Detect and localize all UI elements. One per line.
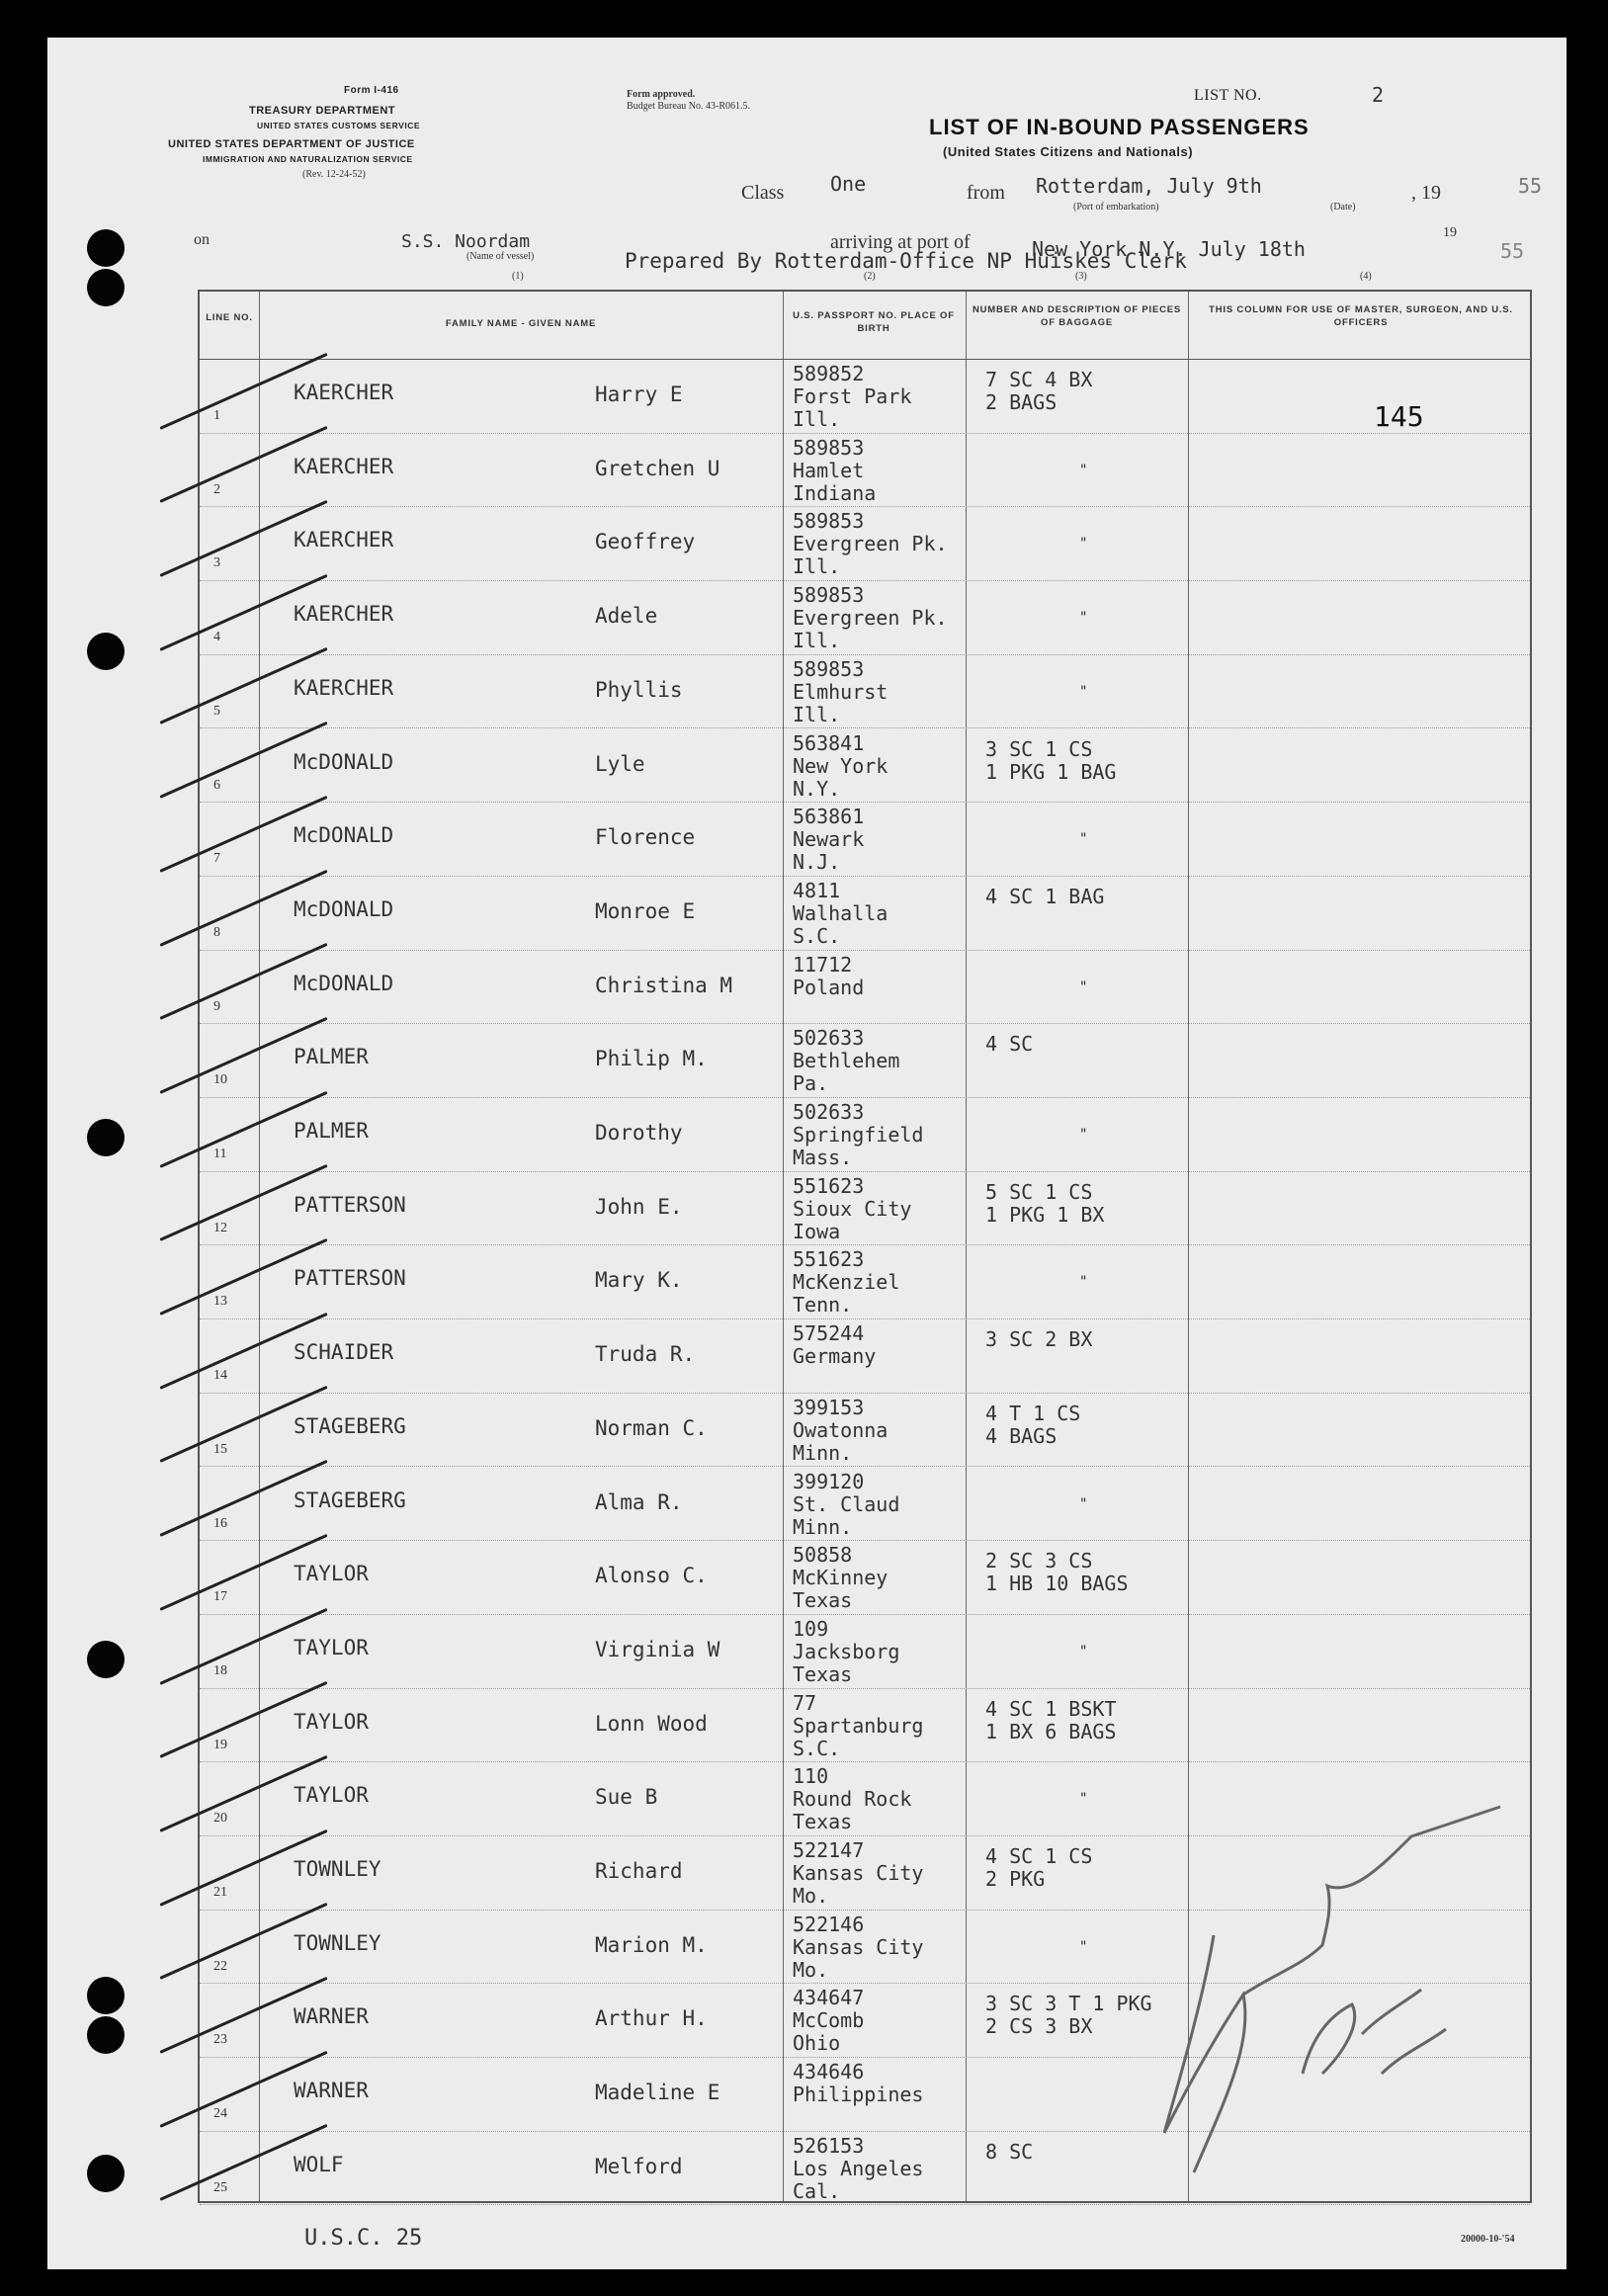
- table-row: [200, 580, 1530, 654]
- table-header: [200, 292, 1530, 360]
- given-name: Florence: [595, 825, 696, 850]
- family-name: PATTERSON: [294, 1266, 406, 1291]
- num-2: (2): [864, 271, 876, 282]
- family-name: WARNER: [294, 2079, 369, 2103]
- year2-value: 55: [1500, 239, 1525, 263]
- family-name: TOWNLEY: [294, 1857, 381, 1881]
- family-name: KAERCHER: [294, 528, 394, 553]
- place-of-birth-2: Ill.: [793, 702, 841, 726]
- footer-right: 20000-10-'54: [1461, 2234, 1515, 2245]
- ditto-mark: ": [1079, 1127, 1088, 1143]
- family-name: TAYLOR: [294, 1635, 369, 1659]
- ditto-mark: ": [1079, 536, 1088, 553]
- line-number: 10: [213, 1072, 227, 1088]
- col-baggage: NUMBER AND DESCRIPTION OF PIECES OF BAGGAGE: [972, 304, 1182, 328]
- table-row: [200, 1540, 1530, 1614]
- table-row: [200, 506, 1530, 580]
- baggage-line-1: 4 SC 1 BAG: [985, 884, 1105, 908]
- passport-number: 551623: [793, 1173, 865, 1198]
- family-name: McDONALD: [294, 749, 394, 774]
- line-number: 15: [213, 1441, 227, 1457]
- place-of-birth: Owatonna: [793, 1417, 889, 1442]
- baggage-line-2: 2 PKG: [985, 1867, 1046, 1891]
- form-number: Form I-416: [344, 85, 399, 96]
- passport-number: 522146: [793, 1912, 865, 1936]
- place-of-birth: Bethlehem: [793, 1049, 900, 1073]
- customs-service: UNITED STATES CUSTOMS SERVICE: [257, 121, 421, 130]
- baggage-line-1: 4 T 1 CS: [985, 1401, 1081, 1425]
- table-row: [200, 1244, 1530, 1318]
- ditto-mark: ": [1079, 1274, 1088, 1291]
- family-name: WOLF: [294, 2152, 344, 2176]
- ditto-mark: ": [1079, 978, 1088, 995]
- passport-number: 399153: [793, 1395, 865, 1419]
- family-name: McDONALD: [294, 823, 394, 848]
- family-name: KAERCHER: [294, 454, 394, 478]
- place-of-birth: McKenziel: [793, 1270, 900, 1295]
- num-1: (1): [512, 271, 524, 282]
- place-of-birth: Spartanburg: [793, 1713, 924, 1738]
- place-of-birth: St. Claud: [793, 1491, 900, 1516]
- place-of-birth-2: Texas: [793, 1810, 853, 1834]
- given-name: Alma R.: [595, 1489, 683, 1514]
- document-subtitle: (United States Citizens and Nationals): [943, 144, 1194, 159]
- line-number: 13: [213, 1294, 227, 1310]
- date-caption: (Date): [1330, 202, 1356, 213]
- from-value: Rotterdam, July 9th: [1036, 174, 1262, 198]
- baggage-line-2: 1 BX 6 BAGS: [985, 1719, 1117, 1743]
- place-of-birth: McComb: [793, 2008, 865, 2033]
- list-no-label: LIST NO.: [1194, 87, 1262, 104]
- place-of-birth: Kansas City: [793, 1934, 924, 1959]
- baggage-line-1: 4 SC 1 BSKT: [985, 1696, 1117, 1721]
- punch-hole: [87, 633, 125, 670]
- family-name: TAYLOR: [294, 1709, 369, 1734]
- given-name: Norman C.: [595, 1415, 708, 1440]
- baggage-line-1: 2 SC 3 CS: [985, 1549, 1093, 1573]
- place-of-birth-2: Ill.: [793, 407, 841, 431]
- num-3: (3): [1075, 271, 1087, 282]
- passport-number: 50858: [793, 1543, 853, 1568]
- punch-hole: [87, 1641, 125, 1678]
- passport-number: 575244: [793, 1321, 865, 1346]
- place-of-birth: Evergreen Pk.: [793, 532, 948, 556]
- passport-number: 399120: [793, 1469, 865, 1493]
- line-number: 17: [213, 1589, 227, 1605]
- place-of-birth-2: S.C.: [793, 923, 841, 948]
- line-number: 11: [213, 1147, 227, 1161]
- form-approved: Form approved.: [627, 89, 696, 100]
- place-of-birth-2: Iowa: [793, 1219, 841, 1243]
- baggage-line-2: 1 PKG 1 BX: [985, 1202, 1105, 1227]
- punch-hole: [87, 1119, 125, 1156]
- footer-left: U.S.C. 25: [304, 2226, 423, 2251]
- place-of-birth-2: Minn.: [793, 1440, 853, 1465]
- place-of-birth-2: Ill.: [793, 629, 841, 653]
- document-title: LIST OF IN-BOUND PASSENGERS: [929, 115, 1310, 139]
- line-number: 25: [213, 2179, 227, 2195]
- place-of-birth: Los Angeles: [793, 2156, 924, 2180]
- place-of-birth: Newark: [793, 827, 865, 852]
- table-row: [200, 1171, 1530, 1245]
- passport-number: 563861: [793, 805, 865, 829]
- class-label: Class: [741, 182, 785, 204]
- place-of-birth: Round Rock: [793, 1787, 912, 1812]
- passport-number: 589852: [793, 362, 865, 385]
- table-row: [200, 1097, 1530, 1171]
- baggage-line-2: 1 PKG 1 BAG: [985, 759, 1117, 784]
- passport-number: 589853: [793, 656, 865, 681]
- table-row: [200, 1023, 1530, 1097]
- line-number: 23: [213, 2032, 227, 2048]
- given-name: Phyllis: [595, 677, 683, 702]
- place-of-birth: Philippines: [793, 2083, 924, 2107]
- given-name: Dorothy: [595, 1121, 683, 1145]
- given-name: Monroe E: [595, 898, 696, 923]
- place-of-birth-2: Mo.: [793, 1957, 829, 1982]
- col-passport: U.S. PASSPORT NO. PLACE OF BIRTH: [793, 310, 955, 334]
- treasury-dept: TREASURY DEPARTMENT: [249, 105, 396, 117]
- line-number: 21: [213, 1885, 227, 1900]
- baggage-line-2: 2 BAGS: [985, 390, 1058, 414]
- ditto-mark: ": [1079, 1791, 1088, 1808]
- passport-number: 502633: [793, 1026, 865, 1051]
- passport-number: 526153: [793, 2133, 865, 2158]
- given-name: Truda R.: [595, 1342, 696, 1367]
- col-name: FAMILY NAME - GIVEN NAME: [445, 318, 597, 329]
- passport-number: 589853: [793, 435, 865, 460]
- given-name: Virginia W: [595, 1637, 720, 1661]
- place-of-birth: Evergreen Pk.: [793, 606, 948, 631]
- baggage-line-1: 5 SC 1 CS: [985, 1179, 1093, 1204]
- baggage-line-2: 4 BAGS: [985, 1423, 1058, 1448]
- given-name: Alonso C.: [595, 1564, 708, 1588]
- place-of-birth-2: N.J.: [793, 850, 841, 875]
- place-of-birth-2: Minn.: [793, 1514, 853, 1539]
- family-name: STAGEBERG: [294, 1413, 406, 1438]
- ditto-mark: ": [1079, 462, 1088, 478]
- given-name: Mary K.: [595, 1268, 683, 1293]
- table-row: [200, 728, 1530, 803]
- prepared-by: Prepared By Rotterdam-Office NP Huiskes Clerk: [625, 249, 1187, 273]
- officer-number: 145: [1374, 400, 1424, 433]
- place-of-birth-2: Ohio: [793, 2031, 841, 2056]
- passport-number: 434647: [793, 1986, 865, 2010]
- place-of-birth-2: Cal.: [793, 2178, 841, 2203]
- place-of-birth-2: S.C.: [793, 1736, 841, 1760]
- col-line-no: LINE NO.: [206, 312, 253, 323]
- line-number: 16: [213, 1515, 227, 1531]
- table-row: [200, 802, 1530, 876]
- baggage-line-1: 4 SC: [985, 1032, 1034, 1057]
- line-number: 5: [213, 703, 220, 719]
- given-name: Christina M: [595, 973, 733, 997]
- arrival-value: New York N.Y. July 18th: [1032, 237, 1306, 261]
- table-row: [200, 1688, 1530, 1762]
- handwritten-signature: [1154, 1777, 1530, 2192]
- family-name: KAERCHER: [294, 381, 394, 404]
- vessel-name: S.S. Noordam: [401, 231, 531, 252]
- place-of-birth: McKinney: [793, 1566, 889, 1590]
- place-of-birth-2: Pa.: [793, 1071, 829, 1096]
- place-of-birth-2: Texas: [793, 1588, 853, 1613]
- place-of-birth-2: Tenn.: [793, 1293, 853, 1318]
- baggage-line-1: 3 SC 1 CS: [985, 736, 1093, 761]
- family-name: KAERCHER: [294, 675, 394, 700]
- passport-number: 502633: [793, 1100, 865, 1124]
- table-row: [200, 1614, 1530, 1688]
- line-number: 4: [213, 630, 220, 645]
- passport-number: 563841: [793, 730, 865, 755]
- line-number: 19: [213, 1737, 227, 1752]
- given-name: Gretchen U: [595, 456, 720, 480]
- place-of-birth: Walhalla: [793, 900, 889, 925]
- document-page: [47, 38, 1566, 2269]
- family-name: PALMER: [294, 1045, 369, 1069]
- ins: IMMIGRATION AND NATURALIZATION SERVICE: [203, 154, 413, 164]
- year2-prefix: 19: [1443, 225, 1457, 240]
- place-of-birth: Forst Park: [793, 384, 912, 408]
- family-name: SCHAIDER: [294, 1340, 394, 1365]
- place-of-birth-2: Ill.: [793, 554, 841, 579]
- on-label: on: [194, 231, 210, 248]
- line-number: 6: [213, 777, 220, 793]
- num-4: (4): [1360, 271, 1372, 282]
- baggage-line-1: 8 SC: [985, 2139, 1034, 2164]
- passport-number: 109: [793, 1616, 829, 1641]
- given-name: Arthur H.: [595, 2006, 708, 2031]
- line-number: 18: [213, 1662, 227, 1678]
- given-name: Madeline E: [595, 2081, 720, 2105]
- line-number: 1: [213, 408, 220, 423]
- class-value: One: [830, 172, 867, 196]
- given-name: John E.: [595, 1194, 683, 1219]
- row-divider: [200, 2204, 1530, 2205]
- line-number: 3: [213, 555, 220, 571]
- line-number: 20: [213, 1811, 227, 1827]
- year-value: 55: [1518, 174, 1543, 198]
- ditto-mark: ": [1079, 683, 1088, 700]
- baggage-line-1: 4 SC 1 CS: [985, 1844, 1093, 1868]
- family-name: McDONALD: [294, 896, 394, 921]
- place-of-birth: Jacksborg: [793, 1639, 900, 1663]
- baggage-line-2: 2 CS 3 BX: [985, 2014, 1093, 2039]
- year-prefix: , 19: [1411, 182, 1441, 204]
- ditto-mark: ": [1079, 831, 1088, 848]
- line-number: 7: [213, 851, 220, 867]
- place-of-birth: Springfield: [793, 1123, 924, 1147]
- line-number: 9: [213, 998, 220, 1014]
- punch-hole: [87, 269, 125, 306]
- passport-number: 77: [793, 1690, 817, 1715]
- baggage-line-1: 3 SC 2 BX: [985, 1327, 1093, 1352]
- table-row: [200, 876, 1530, 950]
- ditto-mark: ": [1079, 1938, 1088, 1955]
- place-of-birth-2: N.Y.: [793, 776, 841, 801]
- passport-number: 589853: [793, 583, 865, 608]
- from-label: from: [967, 182, 1005, 204]
- place-of-birth-2: Indiana: [793, 480, 877, 505]
- passport-number: 4811: [793, 878, 841, 902]
- table-row: [200, 1393, 1530, 1467]
- place-of-birth-2: Mass.: [793, 1146, 853, 1169]
- place-of-birth-2: Mo.: [793, 1884, 829, 1908]
- family-name: TOWNLEY: [294, 1930, 381, 1955]
- justice-dept: UNITED STATES DEPARTMENT OF JUSTICE: [168, 138, 415, 150]
- ditto-mark: ": [1079, 610, 1088, 627]
- arriving-label: arriving at port of: [830, 231, 971, 253]
- given-name: Melford: [595, 2154, 683, 2178]
- passport-number: 11712: [793, 952, 853, 977]
- table-row: [200, 950, 1530, 1024]
- table-row: [200, 433, 1530, 507]
- passport-number: 551623: [793, 1247, 865, 1272]
- given-name: Lonn Wood: [595, 1711, 708, 1736]
- passport-number: 110: [793, 1764, 829, 1789]
- place-of-birth: Kansas City: [793, 1861, 924, 1885]
- punch-hole: [87, 1977, 125, 2014]
- line-number: 12: [213, 1220, 227, 1235]
- table-row: [200, 654, 1530, 728]
- budget-bureau: Budget Bureau No. 43-R061.5.: [627, 101, 750, 112]
- place-of-birth: Elmhurst: [793, 679, 889, 704]
- line-number: 8: [213, 924, 220, 940]
- revision: (Rev. 12-24-52): [302, 169, 366, 180]
- col-officers: THIS COLUMN FOR USE OF MASTER, SURGEON, AND U.S. OFFICERS: [1209, 304, 1513, 328]
- baggage-line-2: 1 HB 10 BAGS: [985, 1572, 1129, 1596]
- line-number: 14: [213, 1368, 227, 1384]
- punch-hole: [87, 2155, 125, 2192]
- port-caption: (Port of embarkation): [1073, 202, 1159, 213]
- table-row: [200, 359, 1530, 433]
- passport-number: 434646: [793, 2060, 865, 2084]
- family-name: PATTERSON: [294, 1192, 406, 1217]
- family-name: PALMER: [294, 1119, 369, 1143]
- given-name: Marion M.: [595, 1932, 708, 1957]
- given-name: Richard: [595, 1859, 683, 1883]
- given-name: Harry E: [595, 383, 683, 406]
- place-of-birth: Sioux City: [793, 1196, 912, 1221]
- given-name: Adele: [595, 604, 658, 629]
- given-name: Sue B: [595, 1785, 658, 1810]
- place-of-birth: Poland: [793, 975, 865, 999]
- place-of-birth: Hamlet: [793, 458, 865, 482]
- ditto-mark: ": [1079, 1495, 1088, 1512]
- list-no-value: 2: [1372, 83, 1385, 107]
- given-name: Geoffrey: [595, 530, 696, 554]
- line-number: 2: [213, 481, 220, 497]
- family-name: STAGEBERG: [294, 1488, 406, 1512]
- given-name: Lyle: [595, 751, 645, 776]
- baggage-line-1: 3 SC 3 T 1 PKG: [985, 1992, 1152, 2016]
- place-of-birth-2: Texas: [793, 1661, 853, 1686]
- ditto-mark: ": [1079, 1643, 1088, 1659]
- place-of-birth: Germany: [793, 1344, 877, 1369]
- given-name: Philip M.: [595, 1047, 708, 1071]
- family-name: WARNER: [294, 2004, 369, 2029]
- passport-number: 589853: [793, 509, 865, 534]
- family-name: TAYLOR: [294, 1783, 369, 1808]
- punch-hole: [87, 229, 125, 267]
- line-number: 22: [213, 1958, 227, 1974]
- vessel-caption: (Name of vessel): [466, 251, 535, 262]
- family-name: TAYLOR: [294, 1562, 369, 1586]
- punch-hole: [87, 2016, 125, 2054]
- table-row: [200, 1467, 1530, 1541]
- baggage-line-1: 7 SC 4 BX: [985, 368, 1093, 391]
- place-of-birth: New York: [793, 753, 889, 778]
- line-number: 24: [213, 2106, 227, 2122]
- family-name: KAERCHER: [294, 602, 394, 627]
- passport-number: 522147: [793, 1838, 865, 1862]
- table-row: [200, 1318, 1530, 1393]
- family-name: McDONALD: [294, 971, 394, 995]
